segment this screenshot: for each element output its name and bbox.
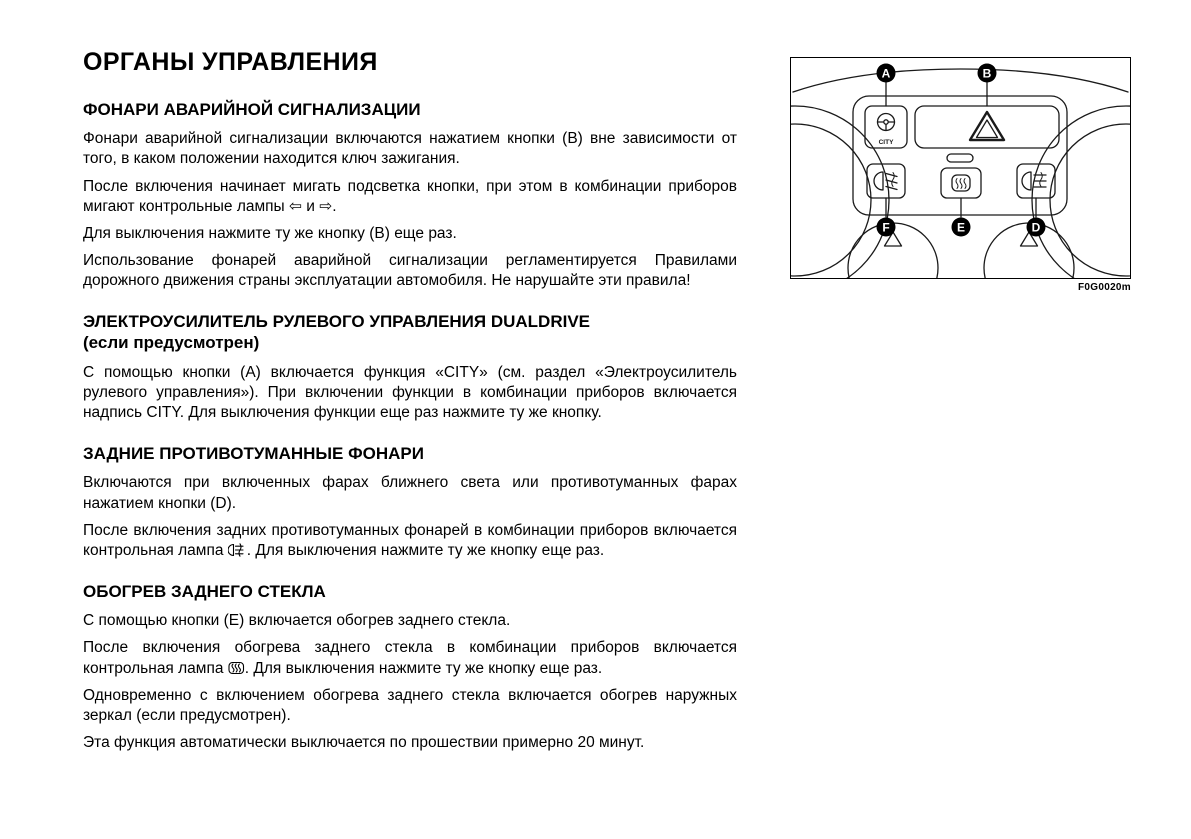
figure-controls-panel [790, 57, 1131, 293]
front-fog-icon [874, 172, 883, 190]
rear-defrost-button [941, 168, 981, 198]
figure-label-d: D [1031, 220, 1041, 235]
dashboard-diagram [791, 58, 1130, 278]
dashboard-top-contour [793, 66, 1128, 92]
paragraph-text: После включения задних противотуманных фонарей в комбинации приборов включается контрольная лампа [83, 521, 737, 559]
paragraph-text: После включения обогрева заднего стекла в комбинации приборов включается контрольная лампа [83, 639, 737, 677]
text-column [83, 48, 737, 760]
section-heading-defrost: ОБОГРЕВ ЗАДНЕГО СТЕКЛА [83, 581, 326, 601]
section-heading-line1: ЭЛЕКТРОУСИЛИТЕЛЬ РУЛЕВОГО УПРАВЛЕНИЯ DUALDRIVE [83, 312, 591, 332]
rear-fog-icon [1022, 172, 1031, 190]
right-bezel-inner-arc [1050, 124, 1130, 276]
paragraph: С помощью кнопки (А) включается функция «CITY» (см. раздел «Электроусилитель рулевого управления»). При включении функции в комбинации приборов включается надпись CITY. Для выключения функции еще раз нажмите ту же кнопку. [83, 363, 737, 422]
paragraph: Для выключения нажмите ту же кнопку (В) еще раз. [83, 224, 457, 242]
paragraph: С помощью кнопки (Е) включается обогрев заднего стекла. [83, 612, 511, 630]
paragraph: Включаются при включенных фарах ближнего света или противотуманных фарах нажатием кнопки (D). [83, 474, 737, 512]
figure-frame [790, 57, 1131, 279]
left-bezel-inner-arc [791, 124, 871, 276]
figure-label-b: B [982, 66, 992, 81]
paragraph: Использование фонарей аварийной сигнализации регламентируется Правилами дорожного движения страны эксплуатации автомобиля. Не нарушайте эти правила! [83, 251, 737, 290]
paragraph [83, 638, 737, 678]
callout-leader-lines [886, 82, 1036, 217]
left-bezel-outer-arc [791, 106, 889, 278]
figure-caption: F0G0020m [1078, 282, 1131, 293]
section-heading-rear-fog: ЗАДНИЕ ПРОТИВОТУМАННЫЕ ФОНАРИ [83, 444, 424, 464]
paragraph-text: . Для выключения нажмите ту же кнопку еще раз. [246, 541, 605, 559]
paragraph: Одновременно с включением обогрева заднего стекла включается обогрев наружных зеркал (если предусмотрен). [83, 686, 737, 724]
hazard-triangle-icon [970, 112, 1004, 140]
section-dualdrive [83, 311, 737, 423]
figure-label-f: F [882, 220, 890, 235]
rear-fog-indicator-icon [228, 543, 247, 557]
figure-label-e: E [956, 220, 966, 235]
section-hazard-lights [83, 99, 737, 291]
section-defrost [83, 581, 737, 753]
paragraph: Фонари аварийной сигнализации включаются нажатием кнопки (В) вне зависимости от того, в каком положении находится ключ зажигания. [83, 130, 737, 168]
figure-label-a: A [881, 66, 891, 81]
city-button-label: CITY [878, 139, 894, 146]
front-fog-button [867, 164, 905, 198]
rear-fog-button [1017, 164, 1055, 198]
page-title: ОРГАНЫ УПРАВЛЕНИЯ [83, 48, 378, 76]
right-bezel-outer-arc [1032, 106, 1130, 278]
section-heading-hazard: ФОНАРИ АВАРИЙНОЙ СИГНАЛИЗАЦИИ [83, 100, 421, 119]
section-rear-fog [83, 443, 737, 561]
paragraph-text: . Для выключения нажмите ту же кнопку еще раз. [244, 659, 603, 677]
blank-slot [947, 154, 973, 162]
paragraph [83, 521, 737, 561]
section-heading-dualdrive [83, 311, 737, 354]
paragraph: Эта функция автоматически выключается по прошествии примерно 20 минут. [83, 733, 645, 751]
section-heading-line2: (если предусмотрен) [83, 333, 260, 353]
paragraph: После включения начинает мигать подсветка кнопки, при этом в комбинации приборов мигают контрольные лампы ⇦ и ⇨. [83, 177, 737, 215]
rear-window-defrost-indicator-icon [228, 661, 245, 675]
hazard-button [915, 106, 1059, 148]
